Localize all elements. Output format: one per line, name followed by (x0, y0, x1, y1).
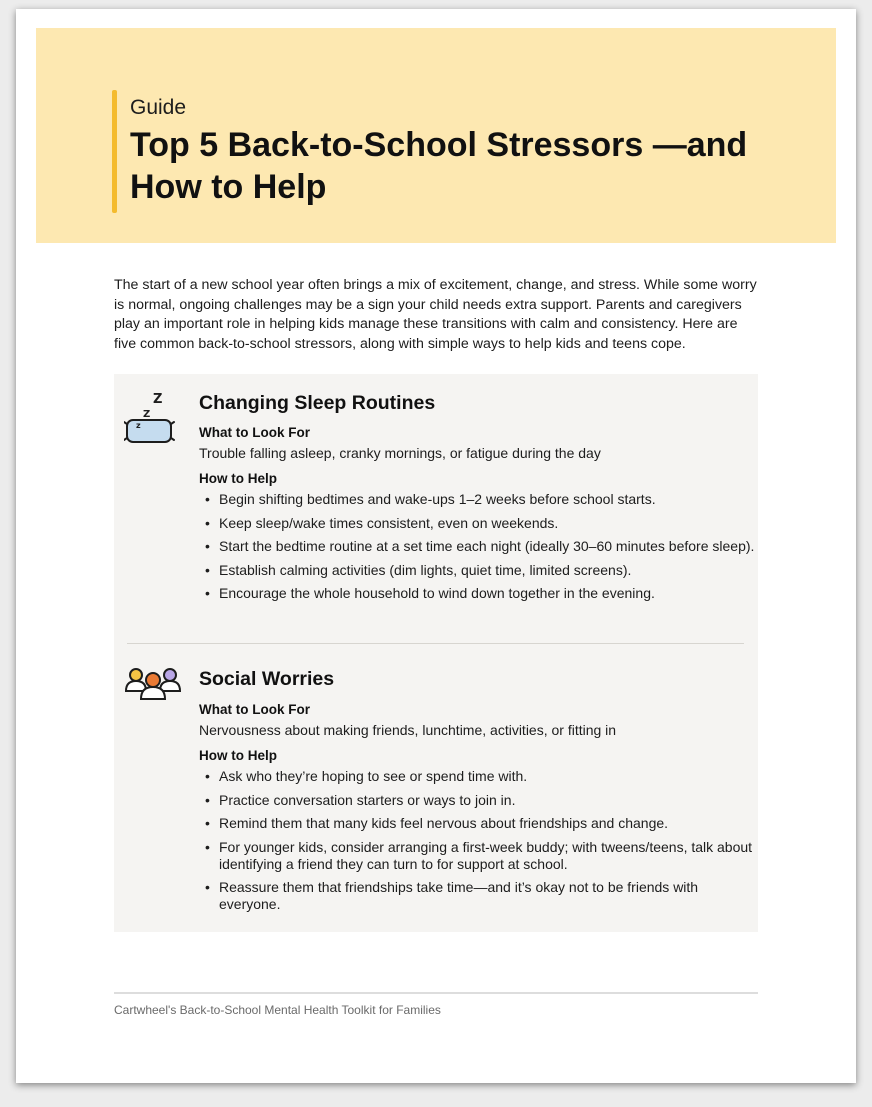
header-banner (36, 28, 836, 243)
sleep-z-large: Z (153, 392, 163, 407)
section-title: Changing Sleep Routines (199, 392, 436, 414)
footer-text: Cartwheel's Back-to-School Mental Health Toolkit for Families (114, 1003, 441, 1017)
footer-divider (114, 992, 758, 994)
list-item: • Remind them that many kids feel nervous about friendships and change. (219, 815, 759, 832)
group-of-people-icon (124, 667, 184, 703)
list-item: • Begin shifting bedtimes and wake-ups 1–2 weeks before school starts. (219, 491, 759, 508)
list-item: • Ask who they’re hoping to see or spend time with. (219, 768, 759, 785)
list-item: • Encourage the whole household to wind down together in the evening. (219, 585, 759, 602)
look-for-heading: What to Look For (199, 425, 310, 440)
stressors-card (114, 374, 758, 932)
intro-paragraph: The start of a new school year often brings a mix of excitement, change, and stress. While some worry is normal, ongoing challenges may be a sign your child needs extra support. Parents and caregivers play an important role in helping kids manage these transitions with calm and consistency. Here are five common back-to-school stressors, along with simple ways to help kids and teens cope. (114, 277, 757, 352)
look-for-text: Nervousness about making friends, lunchtime, activities, or fitting in (199, 722, 617, 738)
list-item: • Start the bedtime routine at a set time each night (ideally 30–60 minutes before sleep). (219, 538, 759, 555)
tips-list (199, 768, 759, 920)
page-title: Top 5 Back-to-School Stressors —and How to Help (130, 126, 748, 206)
accent-bar (112, 90, 117, 213)
look-for-heading: What to Look For (199, 702, 310, 717)
pillow-sleep-icon (124, 390, 176, 446)
list-item: • Keep sleep/wake times consistent, even on weekends. (219, 515, 759, 532)
section-title: Social Worries (199, 668, 335, 690)
document-page (16, 9, 856, 1083)
sleep-z-small: z (136, 421, 141, 430)
list-item: • For younger kids, consider arranging a first-week buddy; with tweens/teens, talk about identifying a friend they can turn to for support at school. (219, 839, 759, 873)
list-item: • Reassure them that friendships take time—and it’s okay not to be friends with everyone. (219, 879, 759, 913)
sleep-z-medium: Z (143, 409, 151, 420)
guide-label: Guide (130, 96, 187, 119)
how-to-help-heading: How to Help (199, 471, 277, 486)
list-item: • Establish calming activities (dim lights, quiet time, limited screens). (219, 562, 759, 579)
how-to-help-heading: How to Help (199, 748, 277, 763)
list-item: • Practice conversation starters or ways to join in. (219, 792, 759, 809)
section-divider (127, 643, 744, 644)
look-for-text: Trouble falling asleep, cranky mornings, or fatigue during the day (199, 445, 601, 461)
tips-list (199, 491, 759, 609)
